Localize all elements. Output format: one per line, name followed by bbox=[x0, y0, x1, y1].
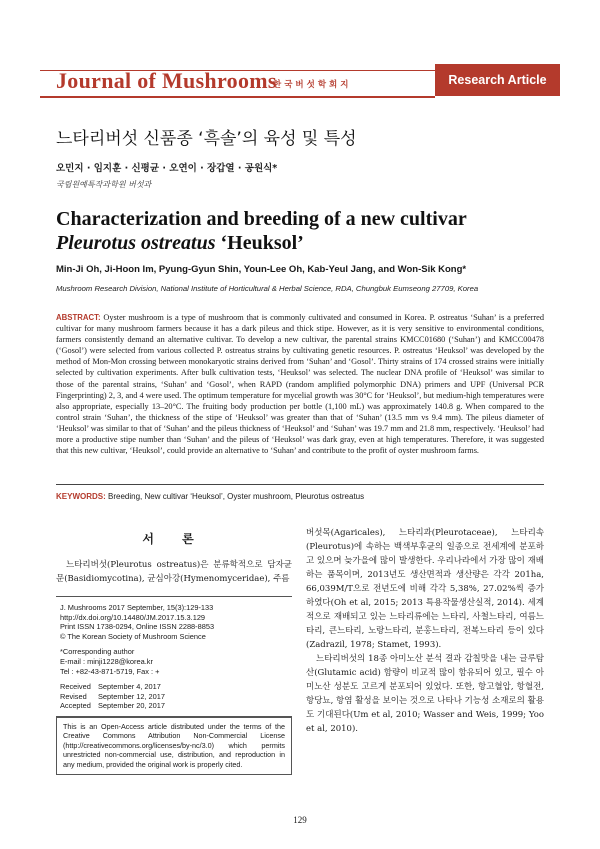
intro-right-text bbox=[306, 526, 544, 736]
journal-name-korean: 한국버섯학회지 bbox=[273, 80, 352, 90]
abstract bbox=[56, 312, 544, 456]
affiliation-korean: 국립원예특작과학원 버섯과 bbox=[56, 180, 152, 189]
citation-copyright: © The Korean Society of Mushroom Science bbox=[60, 631, 206, 641]
title-english bbox=[56, 207, 536, 255]
abstract-divider bbox=[56, 484, 544, 485]
abstract-label: ABSTRACT: bbox=[56, 313, 101, 322]
authors-english: Min-Ji Oh, Ji-Hoon Im, Pyung-Gyun Shin, Youn-Lee Oh, Kab-Yeul Jang, and Won-Sik Kong* bbox=[56, 264, 467, 275]
date-received: Received September 4, 2017 bbox=[60, 682, 161, 692]
authors-korean: 오민지 · 임지훈 · 신평균 · 오연이 · 장갑열 · 공원식* bbox=[56, 163, 278, 174]
citation-issn: Print ISSN 1738-0294, Online ISSN 2288-8853 bbox=[60, 622, 215, 632]
section-heading-introduction: 서 론 bbox=[142, 532, 206, 546]
corresponding-email[interactable]: E-mail : minji1228@korea.kr bbox=[60, 656, 153, 666]
species-name: Pleurotus ostreatus bbox=[56, 232, 216, 254]
page-number: 129 bbox=[293, 815, 307, 825]
journal-name: Journal of Mushrooms bbox=[56, 68, 277, 93]
keywords-text: Breeding, New cultivar ‘Heuksol’, Oyster mushroom, Pleurotus ostreatus bbox=[108, 492, 365, 501]
header-bottom-rule bbox=[40, 96, 435, 98]
keywords-label: KEYWORDS: bbox=[56, 492, 106, 501]
corresponding-phone: Tel : +82-43-871-5719, Fax : + bbox=[60, 666, 160, 676]
affiliation-english: Mushroom Research Division, National Institute of Horticultural & Herbal Science, RDA, Chungbuk Eumseong 27709, Korea bbox=[56, 284, 479, 293]
abstract-text: Oyster mushroom is a type of mushroom that is commonly cultivated and consumed in Korea. P. ostreatus ‘Suhan’ is a preferred cultivar for many mushroom farmers because it has a dark pileus and thick stipe. However, as it is very sensitive to environmental conditions, farmers consistently demand an alternative cultivar. To develop a new cultivar, the parental strains KMCC01680 (‘Suhan’) and KMCC00478 (‘Gosol’) were selected from various collected P. ostreatus strains by cultivating genetic resources. P. ostreatus ‘Heuksol’ was developed by the method of Mon-Mon crossing between monokaryotic strains derived from ‘Suhan’ and ‘Gosol’. Thirty strains of 174 crossed strains were initially selected by cultivation experiments. After bulk cultivation tests, ‘Heuksol’ was selected. The nuclear DNA profile of ‘Heuksol’ was similar to those of the parental strains, ‘Suhan’ and ‘Gosol’, when RAPD (random amplified polymorphic DNA) primers and UPF (Universal PCR Fingerprinting) 2, 3, and 4 were used. The optimum temperature for mycelial growth was 30°C for ‘Heuksol’, but medium-high temperatures were also appropriate, especially 13–20°C. The fruiting body production per bottle (1,100 mL) was approximately 140.8 g. When compared to the control strain ‘Suhan’, the thickness of the stipe of ‘Heuksol’ was greater than that of ‘Suhan’ (13.5 mm vs 9.4 mm). The pileus diameter of ‘Heuksol’ was similar to that of ‘Suhan’ and the pileus thickness of ‘Heuksol’ and ‘Suhan’ was 19.7 mm and 21.8 mm, respectively. ‘Heuksol’ had more a productive stipe number than ‘Suhan’ and the pileus of ‘Heuksol’ was dark gray, even at high temperatures. Therefore, it was suggested that this new cultivar, ‘Heuksol’, could provide an alternative to ‘Suhan’ and contribute to the profit of oyster mushroom farms. bbox=[56, 313, 544, 456]
citation-journal: J. Mushrooms 2017 September, 15(3):129-133 bbox=[60, 603, 214, 612]
intro-paragraph-2: 느타리버섯의 18종 아미노산 분석 결과 감칠맛을 내는 글루탐산(Glutamic acid) 함량이 비교적 많이 함유되어 있고, 필수 아미노산 성분도 고르게 분포되어 있었다. 또한, 항고혈압, 항혈전, 항당뇨, 항염 활성을 보이는 것으로 나타나 기능성 소재로의 활용도 기대된다(Um et al, 2010; Wasser and Weis, 1999; Yoo et al, 2010). bbox=[306, 654, 544, 734]
citation-box bbox=[56, 596, 292, 718]
title-english-line2 bbox=[56, 231, 536, 255]
keywords bbox=[56, 492, 364, 501]
date-accepted: Accepted September 20, 2017 bbox=[60, 701, 165, 711]
article-type-badge: Research Article bbox=[435, 64, 560, 96]
corresponding-author-label: *Corresponding author bbox=[60, 647, 135, 657]
title-korean: 느타리버섯 신품종 ‘흑솔’의 육성 및 특성 bbox=[56, 129, 357, 149]
citation-doi[interactable]: http://dx.doi.org/10.14480/JM.2017.15.3.129 bbox=[60, 612, 206, 622]
cultivar-name: ‘Heuksol’ bbox=[215, 232, 304, 254]
intro-left-text: 느타리버섯(Pleurotus ostreatus)은 분류학적으로 담자균문(Basidiomycotina), 균심아강(Hymenomyceridae), 주름 bbox=[56, 560, 292, 584]
date-revised: Revised September 12, 2017 bbox=[60, 691, 165, 701]
title-english-line1: Characterization and breeding of a new cultivar bbox=[56, 208, 467, 230]
open-access-notice: This is an Open-Access article distributed under the terms of the Creative Commons Attribution Non-Commercial License (http://creativecommons.org/licenses/by-nc/3.0) which permits unrestricted non-commercial use, distribution, and reproduction in any medium, provided the original work is properly cited. bbox=[56, 716, 292, 775]
intro-paragraph-1: 버섯목(Agaricales), 느타리과(Pleurotaceae), 느타리속(Pleurotus)에 속하는 백색부후균의 일종으로 전세계에 분포하고 있으며 늦가을에 많이 발생한다. 우리나라에서 가장 많이 재배하는 품목이며, 2013년도 생산면적과 생산량은 각각 201ha, 66,039M/T으로 전년도에 비해 각각 5,38%, 27.02%씩 증가하였다(Oh et al, 2015; 2013 특용작물생산실적, 2014). 세계적으로 재배되고 있는 느타리류에는 느타리, 사철느타리, 여름느타리, 큰느타리, 노랑느타리, 분홍느타리, 전복느타리 등이 있다(Zadrazil, 1978; Stamet, 1993). bbox=[306, 528, 544, 650]
